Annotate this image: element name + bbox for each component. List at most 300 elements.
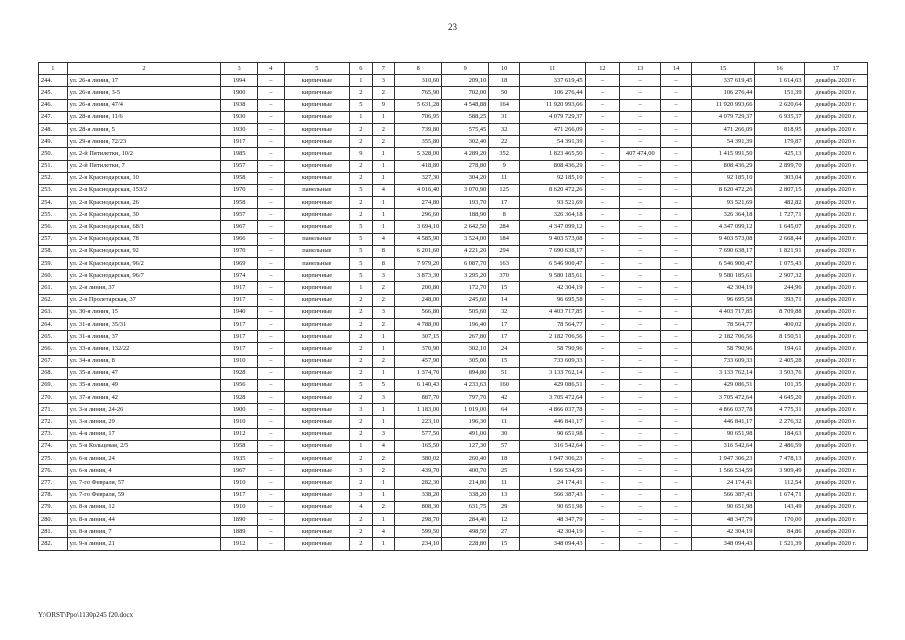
table-cell: 8 620 472,26 — [520, 184, 586, 196]
table-cell: 11 920 993,66 — [691, 99, 754, 111]
table-cell: ул. 6-я линия, 4 — [67, 465, 221, 477]
table-cell: 765,90 — [395, 87, 442, 99]
table-cell: 2 486,59 — [755, 440, 804, 452]
column-header: 10 — [489, 63, 520, 75]
table-cell: декабрь 2020 г. — [804, 367, 867, 379]
table-cell: ул. 2-я Краснодарская, 92 — [67, 245, 221, 257]
table-cell: 3 909,49 — [755, 465, 804, 477]
table-cell: 894,80 — [442, 367, 489, 379]
column-header: 12 — [585, 63, 620, 75]
table-cell: ул. 2-я Краснодарская, 78 — [67, 233, 221, 245]
table-cell: – — [258, 392, 285, 404]
table-cell: 12 — [489, 513, 520, 525]
table-cell: – — [258, 87, 285, 99]
table-cell: – — [258, 538, 285, 550]
table-cell: 446 841,17 — [691, 416, 754, 428]
table-row — [39, 343, 868, 355]
table-cell: 30 — [489, 428, 520, 440]
table-cell: 302,40 — [442, 136, 489, 148]
table-cell: 58 790,96 — [691, 343, 754, 355]
table-cell: 1930 — [221, 111, 258, 123]
table-cell: 214,80 — [442, 477, 489, 489]
table-cell: 284 — [489, 221, 520, 233]
table-cell: 269. — [39, 379, 68, 391]
table-cell: 3 503,76 — [755, 367, 804, 379]
table-cell: 106 276,44 — [691, 87, 754, 99]
table-row — [39, 379, 868, 391]
table-cell: 380,02 — [395, 453, 442, 465]
table-cell: 2 — [350, 123, 373, 135]
table-cell: 4 866 037,78 — [520, 404, 586, 416]
table-cell: – — [661, 172, 692, 184]
table-cell: – — [258, 184, 285, 196]
table-cell: декабрь 2020 г. — [804, 501, 867, 513]
table-cell: – — [620, 526, 661, 538]
table-cell: – — [620, 440, 661, 452]
table-cell: 2 — [350, 318, 373, 330]
table-cell: кирпичные — [284, 416, 350, 428]
table-cell: 1 — [372, 148, 395, 160]
table-cell: – — [661, 160, 692, 172]
table-cell: 259. — [39, 258, 68, 270]
table-cell: кирпичные — [284, 282, 350, 294]
table-cell: 808 436,29 — [520, 160, 586, 172]
table-cell: панельные — [284, 233, 350, 245]
table-cell: – — [258, 258, 285, 270]
table-cell: – — [258, 355, 285, 367]
table-cell: 418,80 — [395, 160, 442, 172]
table-cell: 482,82 — [755, 197, 804, 209]
table-cell: 2 — [372, 294, 395, 306]
table-cell: 1 614,63 — [755, 75, 804, 87]
table-cell: – — [661, 331, 692, 343]
table-cell: – — [585, 343, 620, 355]
table-cell: декабрь 2020 г. — [804, 477, 867, 489]
table-cell: ул. 29-я линия, 72/23 — [67, 136, 221, 148]
table-cell: – — [661, 111, 692, 123]
table-cell: – — [585, 270, 620, 282]
table-cell: 51 — [489, 367, 520, 379]
table-cell: 1970 — [221, 184, 258, 196]
table-cell: кирпичные — [284, 270, 350, 282]
table-cell: 298,70 — [395, 513, 442, 525]
table-cell: – — [585, 428, 620, 440]
column-header: 5 — [284, 63, 350, 75]
table-cell: кирпичные — [284, 160, 350, 172]
table-cell: – — [258, 233, 285, 245]
table-row — [39, 294, 868, 306]
table-cell: декабрь 2020 г. — [804, 197, 867, 209]
table-cell: 1985 — [221, 148, 258, 160]
table-cell: 8 150,51 — [755, 331, 804, 343]
table-cell: 3 — [372, 392, 395, 404]
table-cell: 407 474,00 — [620, 148, 661, 160]
table-cell: ул. 2-я Краснодарская, 30 — [67, 209, 221, 221]
table-row — [39, 270, 868, 282]
table-cell: 282. — [39, 538, 68, 550]
table-cell: – — [585, 136, 620, 148]
table-cell: 2 — [350, 160, 373, 172]
table-cell: ул. 2-й Пятилетки, 7 — [67, 160, 221, 172]
table-cell: 439,70 — [395, 465, 442, 477]
table-cell: – — [258, 440, 285, 452]
table-cell: – — [661, 209, 692, 221]
table-cell: 4 — [372, 526, 395, 538]
column-header: 3 — [221, 63, 258, 75]
table-row — [39, 392, 868, 404]
table-cell: 327,30 — [395, 172, 442, 184]
table-cell: кирпичные — [284, 148, 350, 160]
table-cell: кирпичные — [284, 111, 350, 123]
table-cell: 2 — [350, 136, 373, 148]
table-cell: 425,13 — [755, 148, 804, 160]
table-cell: 1940 — [221, 306, 258, 318]
table-cell: – — [258, 318, 285, 330]
table-cell: 302,10 — [442, 343, 489, 355]
table-cell: ул. 7-го Февраля, 57 — [67, 477, 221, 489]
column-header: 14 — [661, 63, 692, 75]
table-cell: 234,10 — [395, 538, 442, 550]
table-cell: 3 694,10 — [395, 221, 442, 233]
table-cell: 505,60 — [442, 306, 489, 318]
table-cell: 96 695,58 — [520, 294, 586, 306]
table-cell: 1 — [372, 160, 395, 172]
table-cell: кирпичные — [284, 526, 350, 538]
table-cell: 498,50 — [442, 526, 489, 538]
table-cell: 18 — [489, 75, 520, 87]
table-cell: 42 304,19 — [520, 526, 586, 538]
table-cell: – — [661, 526, 692, 538]
table-cell: 64 — [489, 404, 520, 416]
table-cell: 1910 — [221, 416, 258, 428]
table-cell: – — [258, 172, 285, 184]
table-cell: 2 — [350, 209, 373, 221]
table-cell: 2 405,28 — [755, 355, 804, 367]
table-cell: – — [258, 197, 285, 209]
table-cell: 273. — [39, 428, 68, 440]
table-cell: – — [620, 453, 661, 465]
table-cell: декабрь 2020 г. — [804, 111, 867, 123]
table-cell: – — [661, 270, 692, 282]
table-cell: 48 347,79 — [520, 513, 586, 525]
table-cell: 165,50 — [395, 440, 442, 452]
table-cell: 4 016,40 — [395, 184, 442, 196]
table-cell: 27 — [489, 526, 520, 538]
table-cell: декабрь 2020 г. — [804, 184, 867, 196]
table-cell: – — [661, 355, 692, 367]
table-cell: 2 — [372, 501, 395, 513]
table-cell: 54 391,39 — [520, 136, 586, 148]
table-cell: – — [585, 294, 620, 306]
table-cell: 1910 — [221, 477, 258, 489]
table-cell: 29 — [489, 501, 520, 513]
table-cell: 252. — [39, 172, 68, 184]
table-row — [39, 355, 868, 367]
table-cell: кирпичные — [284, 75, 350, 87]
table-cell: 262. — [39, 294, 68, 306]
table-cell: – — [585, 282, 620, 294]
table-cell: 337 619,45 — [691, 75, 754, 87]
table-cell: 24 174,41 — [691, 477, 754, 489]
table-cell: кирпичные — [284, 489, 350, 501]
table-cell: 1 566 534,59 — [691, 465, 754, 477]
table-cell: 282,30 — [395, 477, 442, 489]
table-cell: 245,60 — [442, 294, 489, 306]
table-cell: 3 — [350, 489, 373, 501]
table-cell: 160 — [489, 379, 520, 391]
table-cell: ул. 2-я Краснодарская, 96/7 — [67, 270, 221, 282]
table-cell: декабрь 2020 г. — [804, 318, 867, 330]
table-cell: 90 651,98 — [691, 428, 754, 440]
table-cell: – — [661, 343, 692, 355]
table-cell: кирпичные — [284, 343, 350, 355]
table-cell: 1957 — [221, 160, 258, 172]
table-cell: 1 823 465,50 — [520, 148, 586, 160]
table-cell: 1 — [372, 221, 395, 233]
table-cell: 4 403 717,85 — [691, 306, 754, 318]
table-cell: 3 705 472,64 — [520, 392, 586, 404]
table-cell: кирпичные — [284, 465, 350, 477]
table-row — [39, 99, 868, 111]
table-cell: 1 — [372, 404, 395, 416]
table-cell: 2 — [350, 294, 373, 306]
table-cell: 267,80 — [442, 331, 489, 343]
table-cell: – — [258, 501, 285, 513]
table-cell: кирпичные — [284, 123, 350, 135]
table-cell: 2 807,15 — [755, 184, 804, 196]
table-cell: декабрь 2020 г. — [804, 99, 867, 111]
table-cell: 172,70 — [442, 282, 489, 294]
table-cell: 11 920 993,66 — [520, 99, 586, 111]
table-cell: 4 585,90 — [395, 233, 442, 245]
table-cell: – — [258, 343, 285, 355]
table-cell: 588,25 — [442, 111, 489, 123]
table-cell: декабрь 2020 г. — [804, 148, 867, 160]
table-cell: 170,00 — [755, 513, 804, 525]
table-cell: 9 — [489, 160, 520, 172]
table-cell: декабрь 2020 г. — [804, 209, 867, 221]
table-cell: 733 609,33 — [691, 355, 754, 367]
table-cell: декабрь 2020 г. — [804, 294, 867, 306]
table-cell: кирпичные — [284, 379, 350, 391]
table-cell: 248,00 — [395, 294, 442, 306]
table-cell: 2 642,50 — [442, 221, 489, 233]
table-cell: кирпичные — [284, 209, 350, 221]
table-cell: 179,87 — [755, 136, 804, 148]
table-cell: 1 — [372, 197, 395, 209]
table-cell: ул. 34-я линия, 8 — [67, 355, 221, 367]
table-cell: 326 364,18 — [691, 209, 754, 221]
table-row — [39, 501, 868, 513]
table-cell: 9 580 185,61 — [520, 270, 586, 282]
table-cell: 1 — [372, 331, 395, 343]
table-cell: 1917 — [221, 318, 258, 330]
table-cell: 1 374,70 — [395, 367, 442, 379]
table-cell: 15 — [489, 355, 520, 367]
table-cell: 1 415 991,50 — [691, 148, 754, 160]
table-cell: 125 — [489, 184, 520, 196]
table-cell: декабрь 2020 г. — [804, 160, 867, 172]
table-cell: 818,95 — [755, 123, 804, 135]
table-cell: 2 620,64 — [755, 99, 804, 111]
table-body — [39, 75, 868, 550]
table-cell: – — [585, 489, 620, 501]
table-cell: 256. — [39, 221, 68, 233]
table-cell: 4 — [372, 440, 395, 452]
table-cell: 151,39 — [755, 87, 804, 99]
table-cell: 5 — [350, 99, 373, 111]
table-cell: – — [620, 331, 661, 343]
table-cell: 7 979,20 — [395, 258, 442, 270]
table-cell: декабрь 2020 г. — [804, 489, 867, 501]
table-cell: 4 — [350, 501, 373, 513]
table-cell: – — [585, 416, 620, 428]
table-cell: 280. — [39, 513, 68, 525]
table-cell: 9 — [350, 148, 373, 160]
table-cell: – — [661, 148, 692, 160]
table-cell: декабрь 2020 г. — [804, 87, 867, 99]
table-cell: 2 — [372, 318, 395, 330]
table-cell: 90 651,98 — [520, 428, 586, 440]
table-cell: 163 — [489, 258, 520, 270]
table-cell: кирпичные — [284, 404, 350, 416]
table-cell: – — [620, 392, 661, 404]
table-cell: 5 — [372, 379, 395, 391]
table-cell: 326 364,18 — [520, 209, 586, 221]
table-cell: – — [258, 477, 285, 489]
table-cell: 250. — [39, 148, 68, 160]
table-cell: 1938 — [221, 99, 258, 111]
table-cell: – — [258, 160, 285, 172]
table-cell: 2 — [350, 428, 373, 440]
table-cell: – — [661, 99, 692, 111]
table-cell: 1 183,00 — [395, 404, 442, 416]
table-cell: – — [585, 197, 620, 209]
table-cell: 127,30 — [442, 440, 489, 452]
table-cell: – — [585, 501, 620, 513]
table-cell: 2 — [350, 453, 373, 465]
table-cell: – — [585, 160, 620, 172]
table-cell: 1966 — [221, 233, 258, 245]
table-cell: – — [661, 136, 692, 148]
table-cell: 5 — [350, 270, 373, 282]
table-cell: 370 — [489, 270, 520, 282]
table-cell: – — [620, 172, 661, 184]
table-cell: 337 619,45 — [520, 75, 586, 87]
table-cell: 1 — [372, 513, 395, 525]
table-cell: 4 — [372, 233, 395, 245]
table-cell: – — [258, 245, 285, 257]
table-cell: 15 — [489, 538, 520, 550]
table-cell: 400,70 — [442, 465, 489, 477]
table-cell: 429 086,51 — [691, 379, 754, 391]
table-cell: 42 304,19 — [691, 526, 754, 538]
column-header: 6 — [350, 63, 373, 75]
table-cell: – — [620, 367, 661, 379]
table-cell: 4 788,00 — [395, 318, 442, 330]
table-cell: 9 403 573,08 — [520, 233, 586, 245]
table-cell: – — [258, 526, 285, 538]
table-cell: – — [620, 416, 661, 428]
table-cell: 5 — [350, 245, 373, 257]
table-cell: 8 — [372, 245, 395, 257]
table-cell: – — [258, 453, 285, 465]
table-cell: 1 — [372, 367, 395, 379]
table-cell: 2 — [372, 355, 395, 367]
table-row — [39, 477, 868, 489]
table-cell: 1 521,39 — [755, 538, 804, 550]
table-cell: – — [620, 428, 661, 440]
table-cell: – — [585, 477, 620, 489]
column-header: 7 — [372, 63, 395, 75]
table-cell: – — [661, 184, 692, 196]
table-cell: 4 — [372, 184, 395, 196]
page-number: 23 — [448, 22, 457, 32]
table-cell: 1 727,71 — [755, 209, 804, 221]
table-cell: – — [661, 379, 692, 391]
table-cell: 50 — [489, 87, 520, 99]
table-cell: ул. 33-я линия, 132/22 — [67, 343, 221, 355]
table-cell: кирпичные — [284, 221, 350, 233]
table-cell: 4 347 099,12 — [691, 221, 754, 233]
table-cell: 3 705 472,64 — [691, 392, 754, 404]
table-cell: 143,49 — [755, 501, 804, 513]
table-cell: 5 — [350, 221, 373, 233]
table-cell: 281. — [39, 526, 68, 538]
table-cell: ул. 2-я линия, 37 — [67, 282, 221, 294]
table-cell: 184 — [489, 233, 520, 245]
table-cell: – — [258, 270, 285, 282]
table-cell: 4 645,20 — [755, 392, 804, 404]
table-cell: 245. — [39, 87, 68, 99]
table-cell: – — [661, 453, 692, 465]
table-cell: 1 674,71 — [755, 489, 804, 501]
table-cell: 247. — [39, 111, 68, 123]
table-cell: кирпичные — [284, 172, 350, 184]
table-cell: панельные — [284, 184, 350, 196]
table-cell: 5 — [350, 184, 373, 196]
table-cell: – — [661, 367, 692, 379]
table-cell: 566 387,43 — [520, 489, 586, 501]
table-cell: 1 645,07 — [755, 221, 804, 233]
table-cell: 304,20 — [442, 172, 489, 184]
table-cell: 3 133 762,14 — [520, 367, 586, 379]
table-cell: 78 564,77 — [520, 318, 586, 330]
table-cell: 1967 — [221, 465, 258, 477]
table-cell: декабрь 2020 г. — [804, 136, 867, 148]
table-cell: панельные — [284, 245, 350, 257]
table-row — [39, 416, 868, 428]
table-cell: – — [585, 306, 620, 318]
table-cell: 200,80 — [395, 282, 442, 294]
table-cell: ул. 4-я линия, 17 — [67, 428, 221, 440]
table-cell: – — [661, 440, 692, 452]
table-cell: 54 391,39 — [691, 136, 754, 148]
table-cell: 457,90 — [395, 355, 442, 367]
table-cell: 5 — [350, 258, 373, 270]
table-cell: кирпичные — [284, 306, 350, 318]
table-cell: 1956 — [221, 379, 258, 391]
table-cell: 90 651,98 — [691, 501, 754, 513]
table-cell: – — [258, 306, 285, 318]
table-cell: 6 546 900,47 — [691, 258, 754, 270]
table-cell: – — [585, 123, 620, 135]
table-cell: – — [661, 233, 692, 245]
table-cell: – — [585, 331, 620, 343]
table-cell: – — [620, 538, 661, 550]
table-cell: 253. — [39, 184, 68, 196]
table-cell: 3 — [372, 306, 395, 318]
